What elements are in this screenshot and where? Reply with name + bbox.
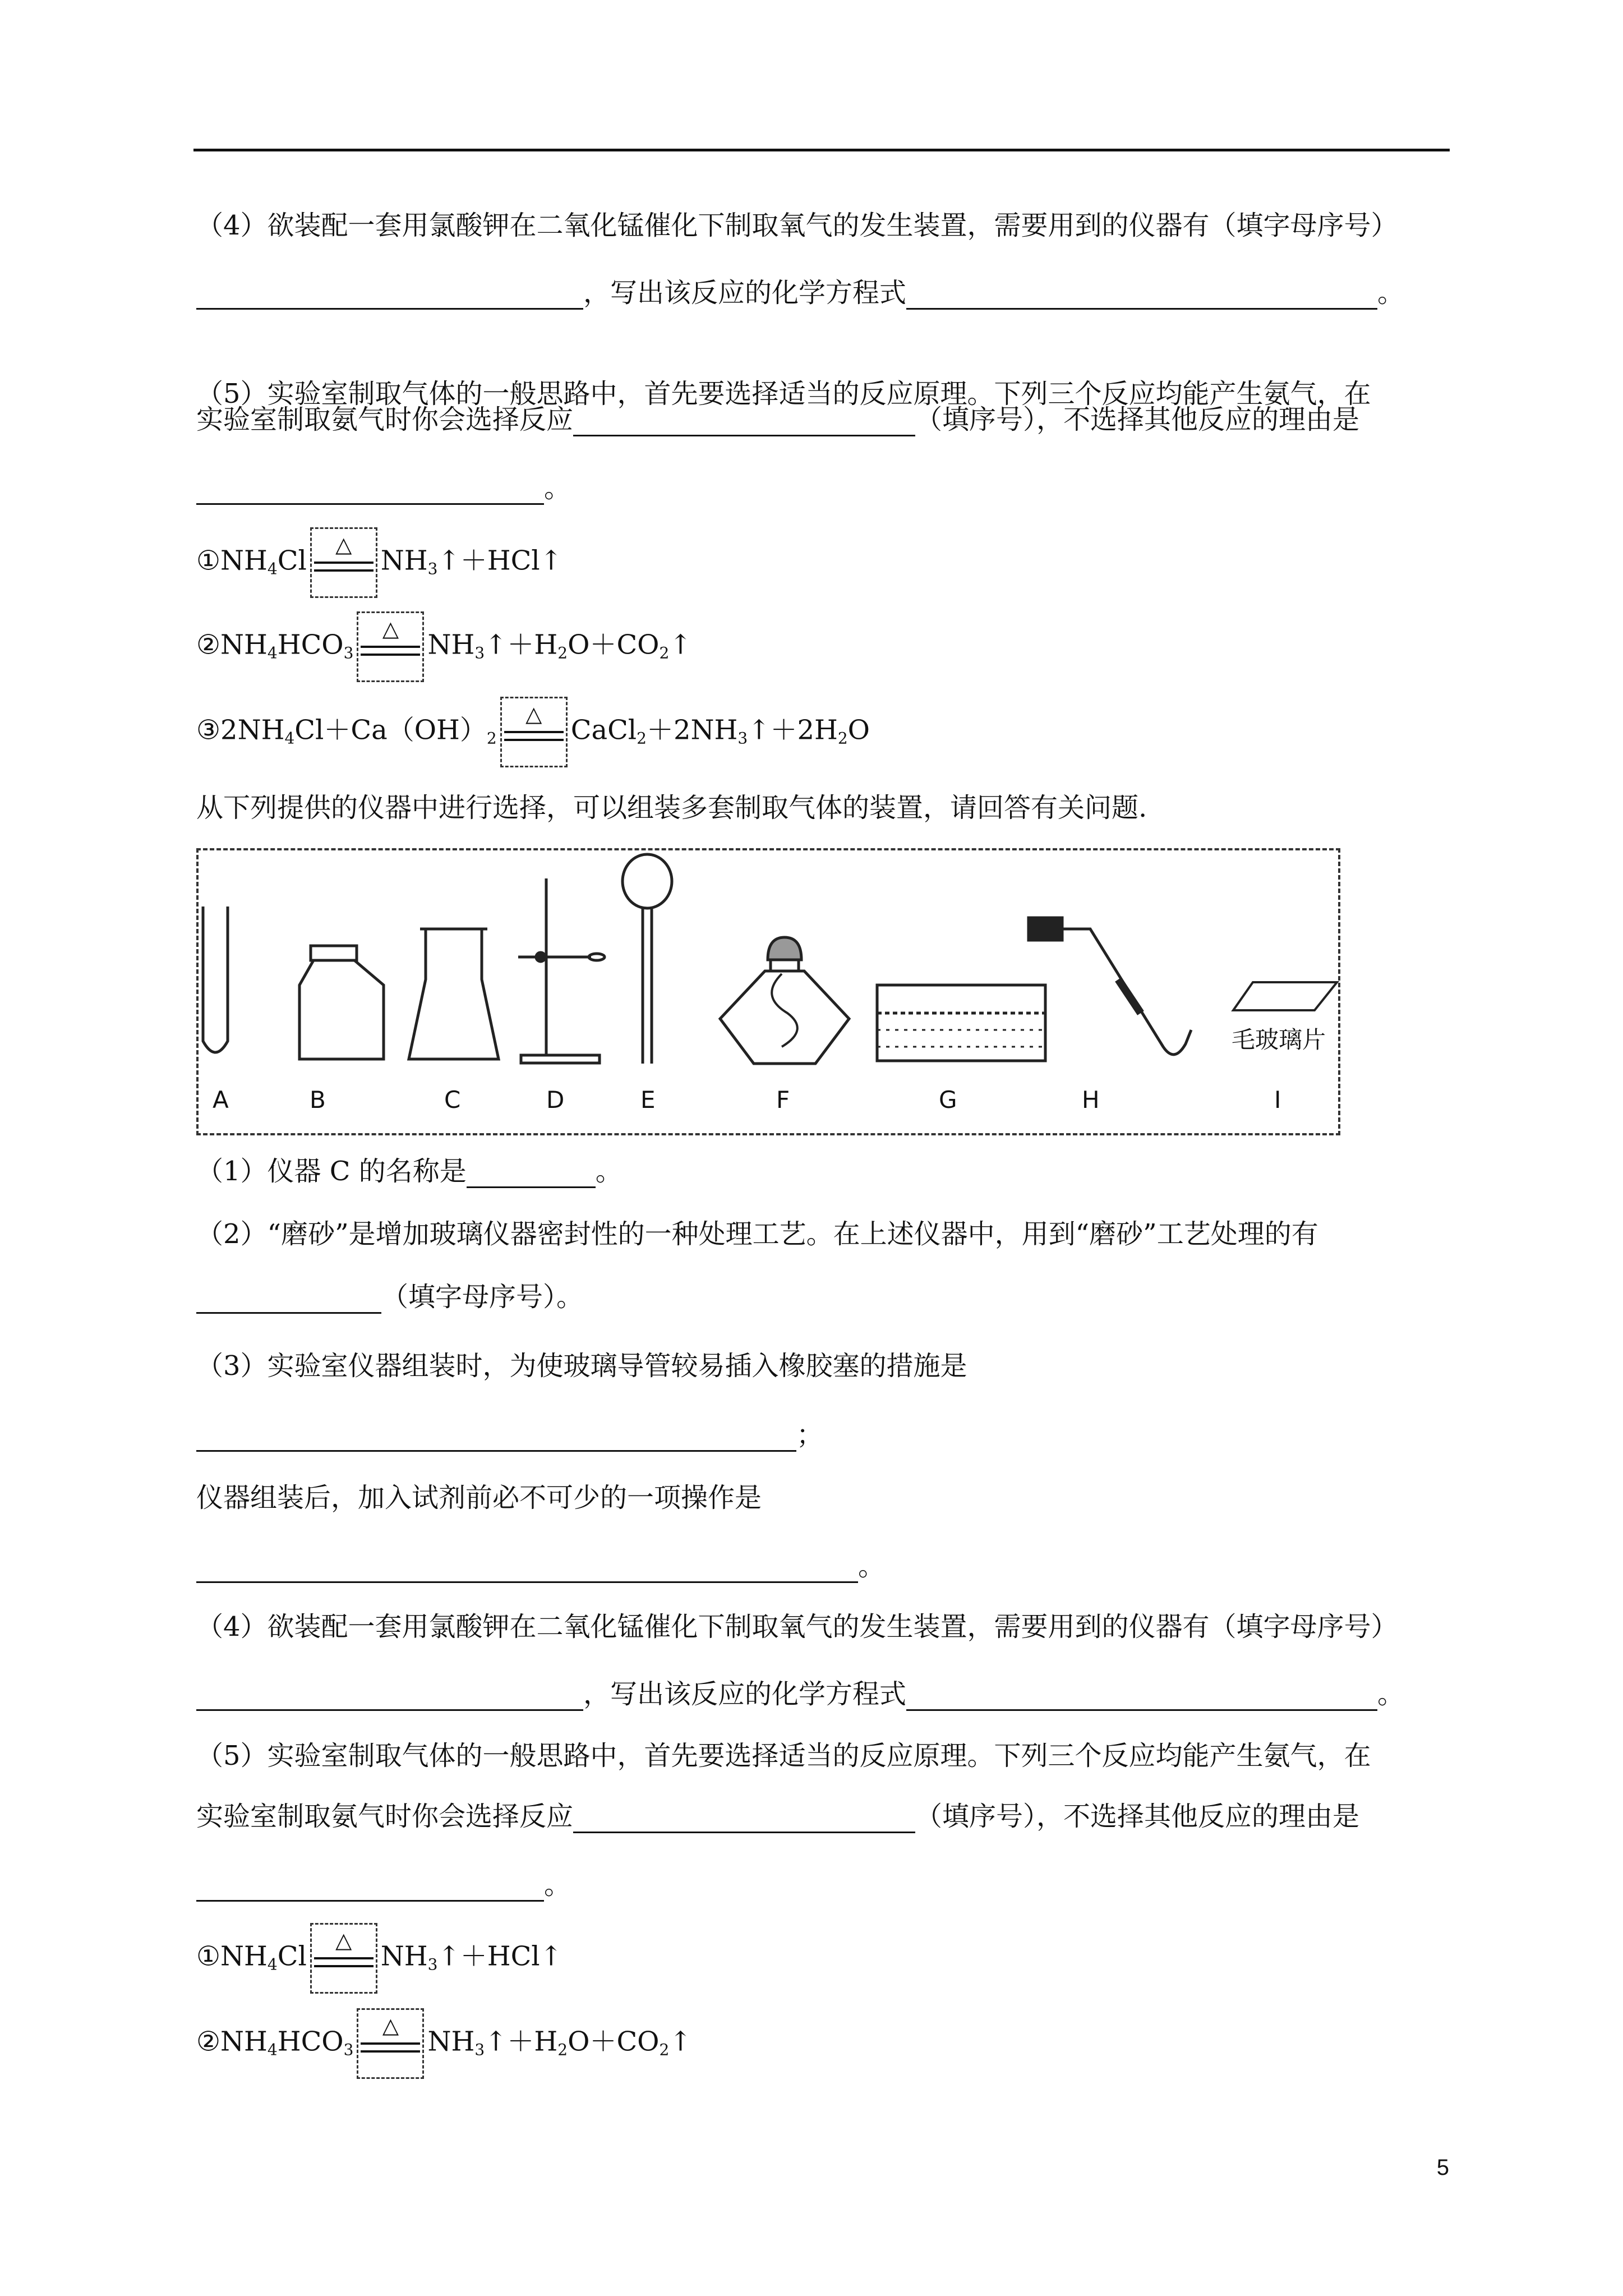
answer-blank[interactable]	[196, 1680, 583, 1711]
q5-bottom-line1: （5）实验室制取气体的一般思路中，首先要选择适当的反应原理。下列三个反应均能产生氨气，在	[196, 1740, 1371, 1772]
answer-blank[interactable]	[467, 1157, 596, 1188]
delivery-tube-icon	[1029, 918, 1191, 1055]
answer-blank[interactable]	[196, 474, 544, 505]
q5-bottom-line2: 实验室制取氨气时你会选择反应 （填序号），不选择其他反应的理由是	[196, 1801, 1360, 1832]
equation-2: $②NH_4HCO_3$ △ $NH_3↑+H_2O+CO_2↑$	[196, 611, 692, 682]
answer-blank[interactable]	[196, 1421, 796, 1452]
answer-blank[interactable]	[573, 406, 915, 436]
answer-blank[interactable]	[906, 279, 1377, 310]
heat-condition: △	[310, 1923, 377, 1994]
q2-line1: （2）“磨砂”是增加玻璃仪器密封性的一种处理工艺。在上述仪器中，用到“磨砂”工艺处理的有	[196, 1218, 1318, 1250]
answer-blank[interactable]	[196, 1871, 544, 1902]
q4-bottom-line2: ，写出该反应的化学方程式 。	[196, 1677, 1404, 1711]
q4-bottom-line1: （4）欲装配一套用氯酸钾在二氧化锰催化下制取氧气的发生装置，需要用到的仪器有（填字母序号）	[196, 1611, 1398, 1642]
label-a: A	[213, 1086, 229, 1114]
label-e: E	[640, 1086, 656, 1114]
glass-plate-label: 毛玻璃片	[1232, 1026, 1326, 1053]
answer-blank[interactable]	[573, 1802, 915, 1833]
q4-top-line1: （4）欲装配一套用氯酸钾在二氧化锰催化下制取氧气的发生装置，需要用到的仪器有（填字母序号）	[196, 210, 1398, 241]
q5-top-line1: （5）实验室制取气体的一般思路中，首先要选择适当的反应原理。下列三个反应均能产生氨气，在	[196, 378, 1371, 409]
q5-bottom-line3: 。	[196, 1868, 571, 1902]
equation-3: $③2NH_4Cl+Ca(OH)_2$ △ $CaCl_2+2NH_3↑+2H_2O$	[196, 697, 870, 767]
q4-top-line2: ，写出该反应的化学方程式 。	[196, 276, 1404, 310]
label-b: B	[310, 1086, 326, 1114]
heat-condition: △	[500, 697, 568, 767]
answer-blank[interactable]	[196, 1552, 858, 1583]
separatory-funnel-icon	[623, 854, 672, 1064]
iron-stand-icon	[518, 878, 605, 1063]
q5-top-line2: 实验室制取氨气时你会选择反应 （填序号），不选择其他反应的理由是	[196, 404, 1360, 435]
label-d: D	[546, 1086, 565, 1114]
page-number: 5	[1436, 2155, 1449, 2180]
reagent-bottle-icon	[299, 946, 384, 1059]
label-f: F	[776, 1086, 790, 1114]
intro-text: 从下列提供的仪器中进行选择，可以组装多套制取气体的装置，请回答有关问题.	[196, 792, 1147, 823]
q3-line2: ；	[196, 1418, 823, 1452]
answer-blank[interactable]	[906, 1680, 1377, 1711]
answer-blank[interactable]	[196, 1283, 381, 1314]
answer-blank[interactable]	[196, 279, 583, 310]
label-h: H	[1082, 1086, 1100, 1114]
equation-2-repeat: $②NH_4HCO_3$ △ $NH_3↑+H_2O+CO_2↑$	[196, 2008, 692, 2079]
equation-1-repeat: $①NH_4Cl$ △ $NH_3↑+HCl↑$	[196, 1923, 562, 1994]
q3-line1: （3）实验室仪器组装时，为使玻璃导管较易插入橡胶塞的措施是	[196, 1350, 967, 1382]
q5-top-line3: 。	[196, 471, 571, 505]
label-g: G	[939, 1086, 957, 1114]
equation-1: $①NH_4Cl$ △ $NH_3↑+HCl↑$	[196, 527, 562, 598]
heat-condition: △	[357, 2008, 424, 2079]
q3-line3: 仪器组装后，加入试剂前必不可少的一项操作是	[196, 1482, 762, 1513]
water-trough-icon	[877, 985, 1045, 1061]
header-rule	[193, 149, 1450, 151]
label-c: C	[444, 1086, 461, 1114]
q2-line2: （填字母序号）。	[196, 1280, 583, 1314]
label-i: I	[1274, 1086, 1281, 1114]
q1-line: （1）仪器 C 的名称是 。	[196, 1156, 623, 1187]
test-tube-icon	[203, 907, 228, 1052]
heat-condition: △	[357, 611, 424, 682]
alcohol-lamp-icon	[720, 937, 849, 1064]
apparatus-figure	[196, 848, 1340, 1135]
glass-plate-icon	[1230, 979, 1343, 1013]
conical-flask-icon	[409, 929, 499, 1059]
heat-condition: △	[310, 527, 377, 598]
q3-line4: 。	[196, 1549, 885, 1583]
